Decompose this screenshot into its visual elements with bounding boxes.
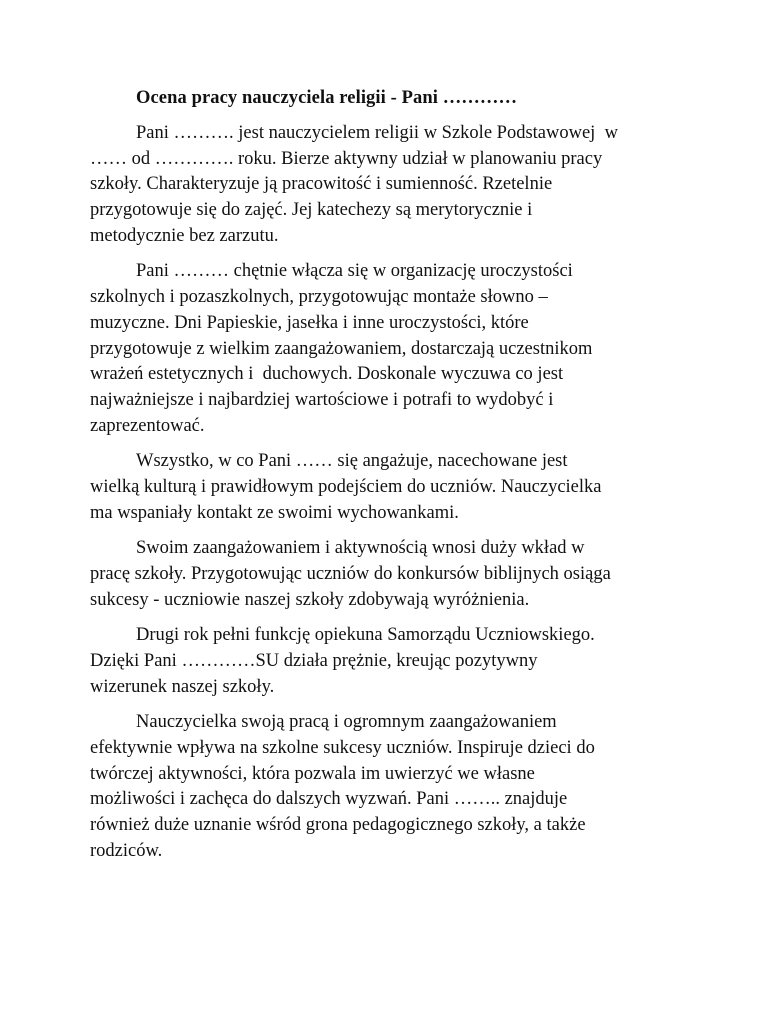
paragraph-line: Swoim zaangażowaniem i aktywnością wnosi duży wkład w [136,538,585,559]
paragraph-line: Nauczycielka swoją pracą i ogromnym zaangażowaniem [136,712,557,733]
paragraph-line: szkoły. Charakteryzuje ją pracowitość i sumienność. Rzetelnie [90,174,553,195]
paragraph-line: rodziców. [90,841,163,862]
paragraph-line: …… od …………. roku. Bierze aktywny udział w planowaniu pracy [90,148,603,169]
document-title: Ocena pracy nauczyciela religii - Pani ………… [136,88,518,108]
paragraph-line: szkolnych i pozaszkolnych, przygotowując montaże słowno – [90,287,548,308]
paragraph-6 [90,710,680,865]
paragraph-line: efektywnie wpływa na szkolne sukcesy uczniów. Inspiruje dzieci do [90,737,595,758]
paragraph-line: sukcesy - uczniowie naszej szkoły zdobywają wyróżnienia. [90,589,530,610]
paragraph-4 [90,536,680,613]
paragraph-line: przygotowuje z wielkim zaangażowaniem, dostarczają uczestnikom [90,338,593,359]
paragraph-line: przygotowuje się do zajęć. Jej katechezy są merytorycznie i [90,200,533,221]
paragraph-line: wielką kulturą i prawidłowym podejściem do uczniów. Nauczycielka [90,477,602,498]
paragraph-line: Wszystko, w co Pani …… się angażuje, nacechowane jest [136,451,568,472]
paragraph-line: Pani ………. jest nauczycielem religii w Szkole Podstawowej w [136,122,618,143]
paragraph-line: metodycznie bez zarzutu. [90,225,279,246]
paragraph-line: Dzięki Pani …………SU działa prężnie, kreując pozytywny [90,650,538,671]
paragraph-line: możliwości i zachęca do dalszych wyzwań. Pani …….. znajduje [90,789,568,810]
paragraph-line: twórczej aktywności, która pozwala im uwierzyć we własne [90,763,535,784]
paragraph-1 [90,121,680,250]
paragraph-line: najważniejsze i najbardziej wartościowe i potrafi to wydobyć i [90,390,554,411]
paragraph-5 [90,623,680,700]
paragraph-line: pracę szkoły. Przygotowując uczniów do konkursów biblijnych osiąga [90,564,611,585]
paragraph-line: Drugi rok pełni funkcję opiekuna Samorządu Uczniowskiego. [136,625,595,646]
paragraph-line: Pani ……… chętnie włącza się w organizację uroczystości [136,261,573,282]
paragraph-line: muzyczne. Dni Papieskie, jasełka i inne uroczystości, które [90,312,529,333]
document-page [90,86,680,874]
paragraph-3 [90,449,680,526]
paragraph-line: zaprezentować. [90,416,205,437]
paragraph-2 [90,259,680,440]
paragraph-line: wizerunek naszej szkoły. [90,676,275,697]
paragraph-line: również duże uznanie wśród grona pedagogicznego szkoły, a także [90,815,586,836]
paragraph-line: wrażeń estetycznych i duchowych. Doskonale wyczuwa co jest [90,364,564,385]
paragraph-line: ma wspaniały kontakt ze swoimi wychowankami. [90,502,459,523]
